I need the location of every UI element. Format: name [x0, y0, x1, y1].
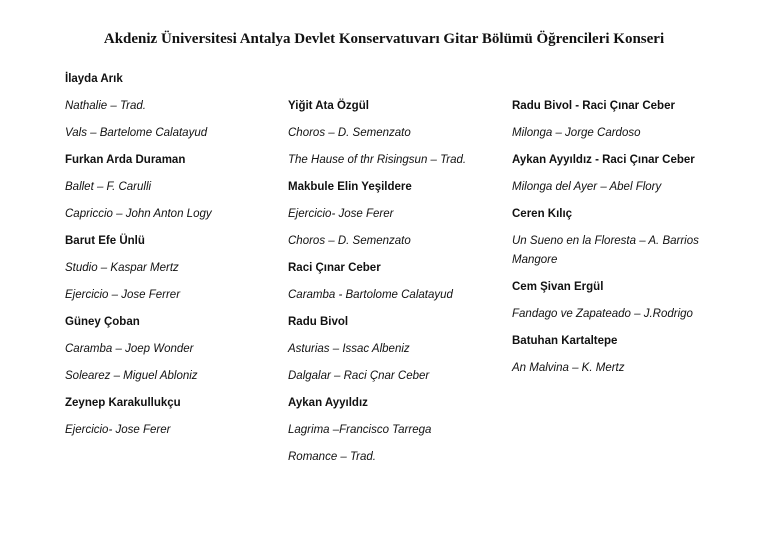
piece-title: Choros – D. Semenzato — [288, 127, 411, 139]
performer-name: Güney Çoban — [65, 316, 140, 328]
performer-name: Radu Bivol - Raci Çınar Ceber — [512, 100, 675, 112]
piece-title: Studio – Kaspar Mertz — [65, 262, 179, 274]
piece-title: The Hause of thr Risingsun – Trad. — [288, 154, 467, 166]
piece-title: Vals – Bartelome Calatayud — [65, 127, 208, 139]
piece-title: Milonga – Jorge Cardoso — [512, 127, 641, 139]
piece-title: Solearez – Miguel Abloniz — [65, 370, 198, 382]
performer-name: Aykan Ayyıldız — [288, 397, 368, 409]
performer-name: Zeynep Karakullukçu — [65, 397, 181, 409]
performer-name: Raci Çınar Ceber — [288, 262, 381, 274]
piece-title: Un Sueno en la Floresta – A. Barrios Mangore — [512, 235, 699, 266]
piece-title: Lagrima –Francisco Tarrega — [288, 424, 432, 436]
piece-title: Ballet – F. Carulli — [65, 181, 152, 193]
piece-title: Caramba - Bartolome Calatayud — [288, 289, 453, 301]
piece-title: Ejercicio- Jose Ferer — [288, 208, 394, 220]
piece-title: Ejercicio – Jose Ferrer — [65, 289, 181, 301]
piece-title: Dalgalar – Raci Çnar Ceber — [288, 370, 430, 382]
performer-name: İlayda Arık — [65, 73, 123, 85]
piece-title: Capriccio – John Anton Logy — [65, 208, 212, 220]
performer-name: Makbule Elin Yeşildere — [288, 181, 412, 193]
program-column-1 — [65, 70, 280, 448]
piece-title: Caramba – Joep Wonder — [65, 343, 194, 355]
piece-title: Choros – D. Semenzato — [288, 235, 411, 247]
piece-title: Asturias – Issac Albeniz — [288, 343, 410, 355]
performer-name: Aykan Ayyıldız - Raci Çınar Ceber — [512, 154, 695, 166]
performer-name: Cem Şivan Ergül — [512, 281, 604, 293]
performer-name: Ceren Kılıç — [512, 208, 573, 220]
piece-title: Milonga del Ayer – Abel Flory — [512, 181, 662, 193]
piece-title: An Malvina – K. Mertz — [512, 362, 625, 374]
program-column-2 — [288, 70, 508, 475]
performer-name: Furkan Arda Duraman — [65, 154, 186, 166]
page-title: Akdeniz Üniversitesi Antalya Devlet Konservatuvarı Gitar Bölümü Öğrencileri Konseri — [103, 31, 665, 47]
performer-name: Yiğit Ata Özgül — [288, 100, 369, 112]
performer-name: Radu Bivol — [288, 316, 349, 328]
performer-name: Barut Efe Ünlü — [65, 235, 145, 247]
piece-title: Ejercicio- Jose Ferer — [65, 424, 171, 436]
program-column-3 — [512, 70, 722, 386]
piece-title: Romance – Trad. — [288, 451, 376, 463]
piece-title: Fandago ve Zapateado – J.Rodrigo — [512, 308, 693, 320]
piece-title: Nathalie – Trad. — [65, 100, 146, 112]
performer-name: Batuhan Kartaltepe — [512, 335, 618, 347]
